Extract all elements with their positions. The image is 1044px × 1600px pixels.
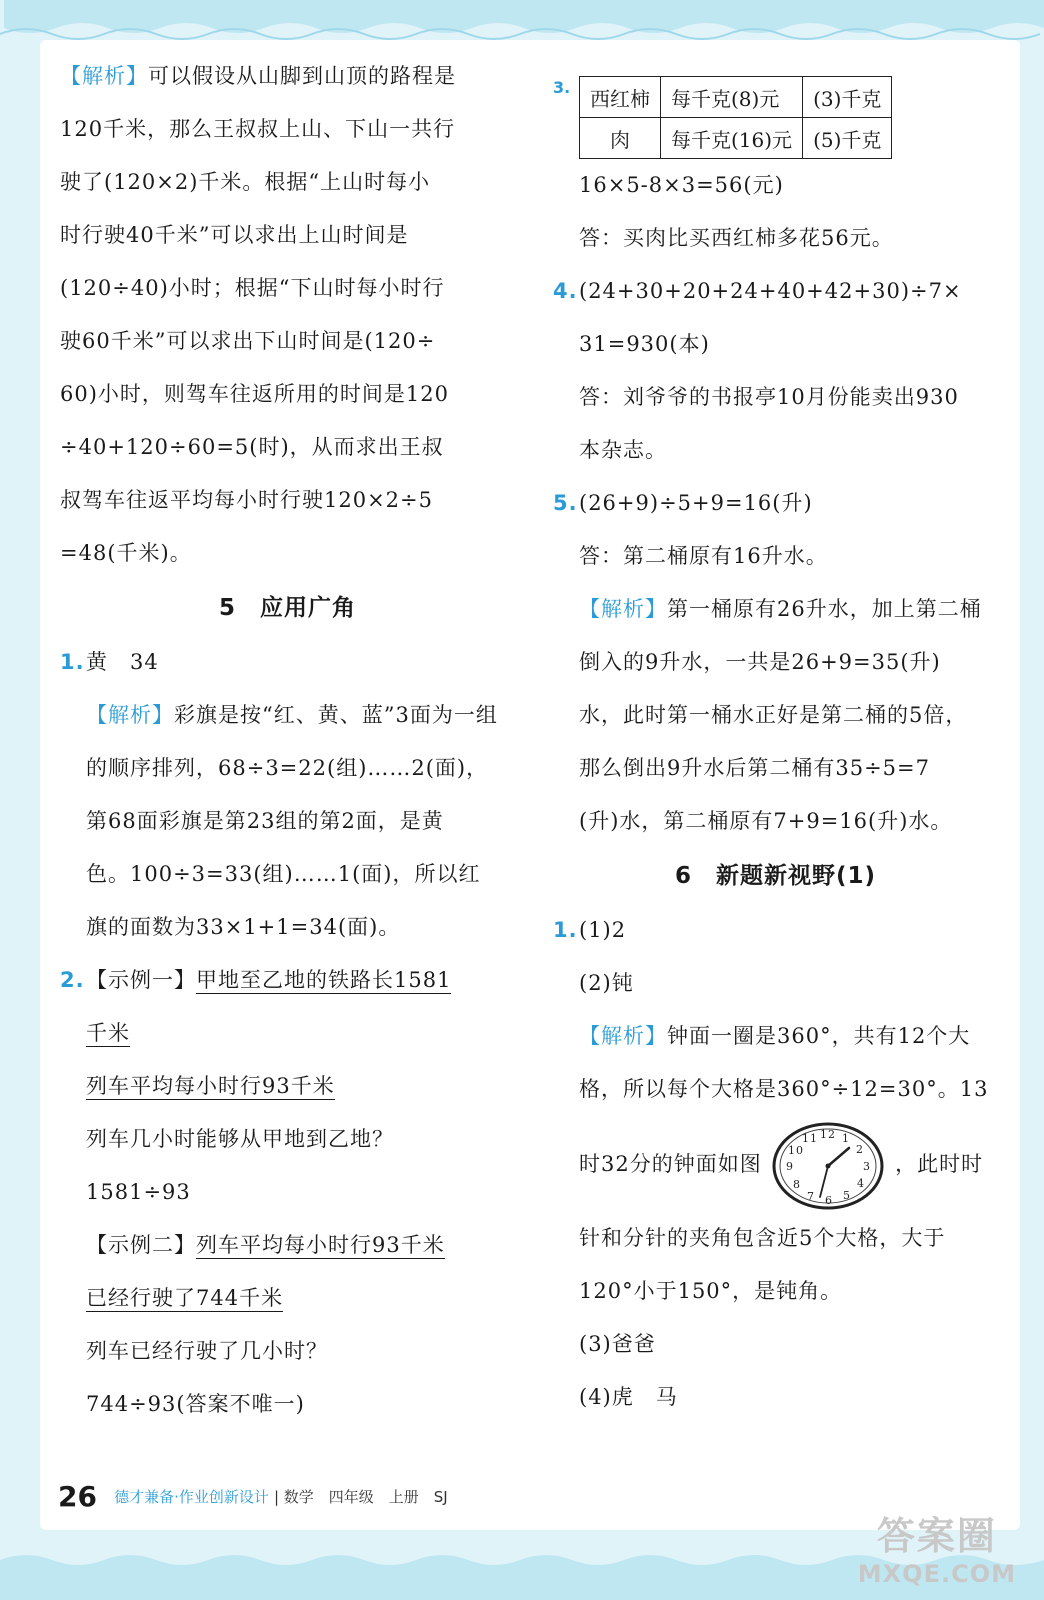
question-6-1: 1.(1)2: [553, 918, 627, 942]
text-line: 列车几小时能够从甲地到乙地？: [86, 1127, 394, 1151]
text-line: 时行驶40千米”可以求出上山时间是: [60, 223, 409, 247]
text-line: 的顺序排列，68÷3=22(组)……2(面)，: [86, 756, 489, 780]
page-number: 26: [58, 1480, 97, 1513]
text-line: =48(千米)。: [60, 541, 192, 565]
text-line: 答：刘爷爷的书报亭10月份能卖出930: [579, 385, 959, 409]
question-3: 3. 西红柿 每千克(8)元 (3)千克 肉 每千克(16)元 (5)千克: [553, 72, 998, 159]
text-line: 驶60千米”可以求出下山时间是(120÷: [60, 329, 436, 353]
analysis-tag: 【解析】: [579, 597, 667, 621]
table-cell: 每千克(16)元: [661, 118, 803, 159]
text-line: 驶了(120×2)千米。根据“上山时每小: [60, 170, 431, 194]
analysis-tag: 【解析】: [60, 64, 148, 88]
table-row: [580, 118, 892, 159]
section-heading-6: 6 新题新视野(1): [674, 863, 877, 889]
question-1: 1.黄 34: [60, 650, 159, 674]
text-line: 【解析】第一桶原有26升水，加上第二桶: [579, 597, 982, 621]
text-line: 744÷93(答案不唯一): [86, 1392, 305, 1416]
svg-text:4: 4: [857, 1176, 866, 1190]
svg-text:5: 5: [843, 1188, 852, 1202]
text-line: 60)小时，则驾车往返所用的时间是120: [60, 382, 449, 406]
table-row: [580, 77, 892, 118]
analysis-tag: 【解析】: [579, 1024, 667, 1048]
text-line: 已经行驶了744千米: [86, 1286, 284, 1310]
text-line: 【解析】可以假设从山脚到山顶的路程是: [60, 64, 456, 88]
text-line: 1581÷93: [86, 1180, 191, 1204]
text-line: (4)虎 马: [579, 1385, 678, 1409]
clock-face-icon: [771, 1121, 885, 1211]
text-line: 120°小于150°，是钝角。: [579, 1279, 843, 1303]
svg-text:6: 6: [825, 1193, 834, 1207]
solution-text-top: [60, 50, 515, 580]
text-line: 答：买肉比买西红柿多花56元。: [579, 226, 894, 250]
text-line: 倒入的9升水，一共是26+9=35(升): [579, 650, 941, 674]
svg-text:12: 12: [820, 1127, 837, 1141]
text-line: 第68面彩旗是第23组的第2面，是黄: [86, 809, 444, 833]
book-info: | 数学 四年级 上册 SJ: [273, 1488, 448, 1506]
text-line: 答：第二桶原有16升水。: [579, 544, 828, 568]
question-2: 2.【示例一】甲地至乙地的铁路长1581: [60, 968, 452, 992]
table-cell: 每千克(8)元: [661, 77, 803, 118]
watermark-logo: 答案圈 MXQE.COM: [857, 1514, 1016, 1588]
text-line: 【解析】彩旗是按“红、黄、蓝”3面为一组: [86, 703, 498, 727]
svg-text:11: 11: [802, 1131, 819, 1145]
text-line: 叔驾车往返平均每小时行驶120×2÷5: [60, 488, 433, 512]
svg-text:7: 7: [807, 1189, 816, 1203]
svg-text:10: 10: [788, 1143, 805, 1157]
svg-text:2: 2: [856, 1142, 865, 1156]
text-line: (120÷40)小时；根据“下山时每小时行: [60, 276, 445, 300]
text-line: 31=930(本): [579, 332, 710, 356]
text-line: 千米: [86, 1021, 130, 1045]
left-column: [60, 50, 515, 1431]
text-line: 那么倒出9升水后第二桶有35÷5=7: [579, 756, 930, 780]
price-table: [579, 76, 892, 159]
section-heading-5: 5 应用广角: [218, 595, 356, 621]
svg-text:8: 8: [793, 1177, 802, 1191]
table-cell: 肉: [580, 118, 661, 159]
right-column: [553, 50, 998, 1424]
question-4: 4.(24+30+20+24+40+42+30)÷7×: [553, 279, 962, 303]
series-name: 德才兼备·作业创新设计: [114, 1488, 269, 1506]
table-cell: (3)千克: [803, 77, 892, 118]
table-cell: 西红柿: [580, 77, 661, 118]
text-line: 列车平均每小时行93千米: [86, 1074, 335, 1098]
text-line: 格，所以每个大格是360°÷12=30°。13: [579, 1077, 989, 1101]
text-line: (3)爸爸: [579, 1332, 656, 1356]
text-line: 针和分针的夹角包含近5个大格，大于: [579, 1226, 946, 1250]
text-line: 本杂志。: [579, 438, 667, 462]
text-line: 【解析】钟面一圈是360°，共有12个大: [579, 1024, 971, 1048]
text-line: 16×5-8×3=56(元): [579, 173, 784, 197]
svg-text:9: 9: [786, 1159, 795, 1173]
text-line: (2)钝: [579, 971, 634, 995]
page-footer: [58, 1480, 448, 1513]
example-2-tag: 【示例二】: [86, 1233, 196, 1257]
text-line: 色。100÷3=33(组)……1(面)，所以红: [86, 862, 481, 886]
example-1-tag: 【示例一】: [86, 968, 196, 992]
text-line: 【示例二】列车平均每小时行93千米: [86, 1233, 445, 1257]
text-line: 列车已经行驶了几小时？: [86, 1339, 328, 1363]
text-line: 旗的面数为33×1+1=34(面)。: [86, 915, 401, 939]
table-cell: (5)千克: [803, 118, 892, 159]
svg-text:3: 3: [863, 1159, 872, 1173]
question-5: 5.(26+9)÷5+9=16(升): [553, 491, 813, 515]
text-line: ÷40+120÷60=5(时)，从而求出王叔: [60, 435, 444, 459]
text-line: (升)水，第二桶原有7+9=16(升)水。: [579, 809, 953, 833]
text-line: 水，此时第一桶水正好是第二桶的5倍，: [579, 703, 968, 727]
svg-text:1: 1: [842, 1131, 851, 1145]
text-line: 时32分的钟面如图 12 1 2 3 4 5 6 7 8 9 10 11 ，此时时: [579, 1116, 998, 1212]
text-line: 120千米，那么王叔叔上山、下山一共行: [60, 117, 456, 141]
analysis-tag: 【解析】: [86, 703, 174, 727]
